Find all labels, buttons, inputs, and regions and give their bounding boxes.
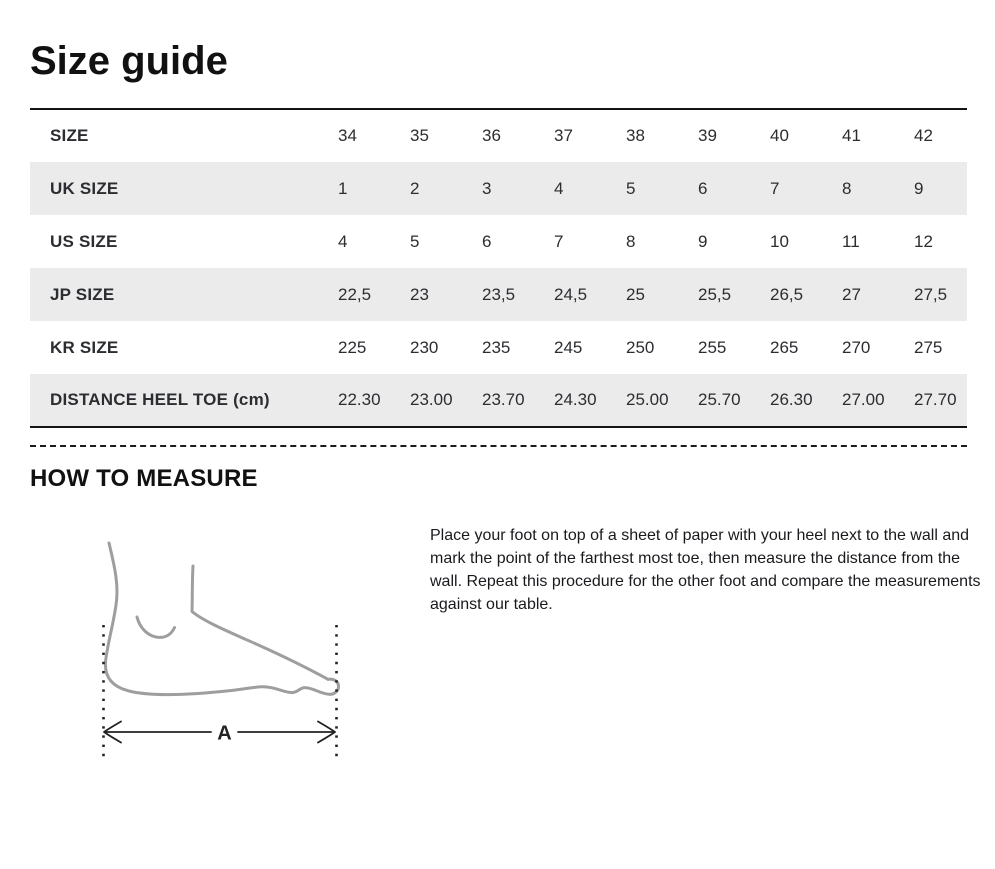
size-cell: 250 xyxy=(626,337,655,357)
foot-top-line-icon xyxy=(192,566,328,679)
size-cell: 27 xyxy=(842,284,861,304)
size-cell: 270 xyxy=(842,337,871,357)
size-cell: 27.70 xyxy=(914,390,957,409)
size-cell: 27.00 xyxy=(842,390,885,409)
page-title: Size guide xyxy=(30,39,228,83)
size-cell: 1 xyxy=(338,178,348,198)
size-cell: 27,5 xyxy=(914,284,948,304)
how-to-measure-text: Place your foot on top of a sheet of paper with your heel next to the wall and mark the point of the farthest most toe, then measure the distance from the wall. Repeat this procedure for the other foot and compare the measurements against our table. xyxy=(430,526,981,613)
table-row xyxy=(30,215,967,268)
size-table xyxy=(30,108,967,428)
size-cell: 22,5 xyxy=(338,284,372,304)
ankle-crease-icon xyxy=(137,617,175,637)
size-cell: 8 xyxy=(626,231,636,251)
size-cell: 4 xyxy=(554,178,564,198)
size-cell: 24,5 xyxy=(554,284,588,304)
size-cell: 38 xyxy=(626,126,645,145)
size-cell: 245 xyxy=(554,337,583,357)
size-cell: 25 xyxy=(626,284,645,304)
size-cell: 2 xyxy=(410,178,420,198)
size-cell: 7 xyxy=(554,231,564,251)
size-cell: 235 xyxy=(482,337,511,357)
size-cell: 10 xyxy=(770,231,789,251)
size-cell: 9 xyxy=(698,231,708,251)
row-label: JP SIZE xyxy=(50,284,115,304)
size-cell: 5 xyxy=(626,178,636,198)
size-cell: 6 xyxy=(698,178,708,198)
measurement-arrow xyxy=(104,721,335,744)
size-cell: 8 xyxy=(842,178,852,198)
size-cell: 225 xyxy=(338,337,367,357)
size-cell: 230 xyxy=(410,337,439,357)
size-cell: 41 xyxy=(842,126,861,145)
size-cell: 6 xyxy=(482,231,492,251)
row-label: SIZE xyxy=(50,126,89,145)
size-cell: 25.00 xyxy=(626,390,669,409)
size-cell: 5 xyxy=(410,231,420,251)
section-divider xyxy=(30,445,967,447)
table-row xyxy=(30,268,967,321)
how-to-measure-heading: HOW TO MEASURE xyxy=(30,465,258,492)
size-cell: 34 xyxy=(338,126,357,145)
row-label: KR SIZE xyxy=(50,337,119,357)
how-to-measure-section xyxy=(30,524,995,774)
size-cell: 4 xyxy=(338,231,348,251)
row-label: UK SIZE xyxy=(50,178,119,198)
size-cell: 275 xyxy=(914,337,943,357)
size-cell: 37 xyxy=(554,126,573,145)
table-row xyxy=(30,162,967,215)
size-cell: 24.30 xyxy=(554,390,597,409)
size-cell: 23,5 xyxy=(482,284,516,304)
size-cell: 265 xyxy=(770,337,799,357)
size-cell: 23.70 xyxy=(482,390,525,409)
size-cell: 25,5 xyxy=(698,284,732,304)
foot-measurement-illustration xyxy=(83,524,353,774)
table-row xyxy=(30,109,967,162)
table-row xyxy=(30,321,967,374)
measurement-label: A xyxy=(217,722,232,745)
size-cell: 36 xyxy=(482,126,501,145)
size-cell: 7 xyxy=(770,178,780,198)
size-cell: 23.00 xyxy=(410,390,453,409)
size-cell: 42 xyxy=(914,126,933,145)
size-cell: 26,5 xyxy=(770,284,804,304)
size-table-body xyxy=(30,109,967,427)
size-cell: 35 xyxy=(410,126,429,145)
size-cell: 26.30 xyxy=(770,390,813,409)
size-cell: 40 xyxy=(770,126,789,145)
size-cell: 12 xyxy=(914,231,933,251)
size-cell: 25.70 xyxy=(698,390,741,409)
foot-outline-icon xyxy=(105,543,338,695)
size-cell: 23 xyxy=(410,284,429,304)
size-cell: 3 xyxy=(482,178,492,198)
size-cell: 39 xyxy=(698,126,717,145)
row-label: US SIZE xyxy=(50,231,118,251)
row-label: DISTANCE HEEL TOE (cm) xyxy=(50,390,270,409)
size-cell: 22.30 xyxy=(338,390,381,409)
size-cell: 9 xyxy=(914,178,924,198)
table-row xyxy=(30,374,967,427)
size-cell: 11 xyxy=(842,231,860,251)
size-cell: 255 xyxy=(698,337,727,357)
